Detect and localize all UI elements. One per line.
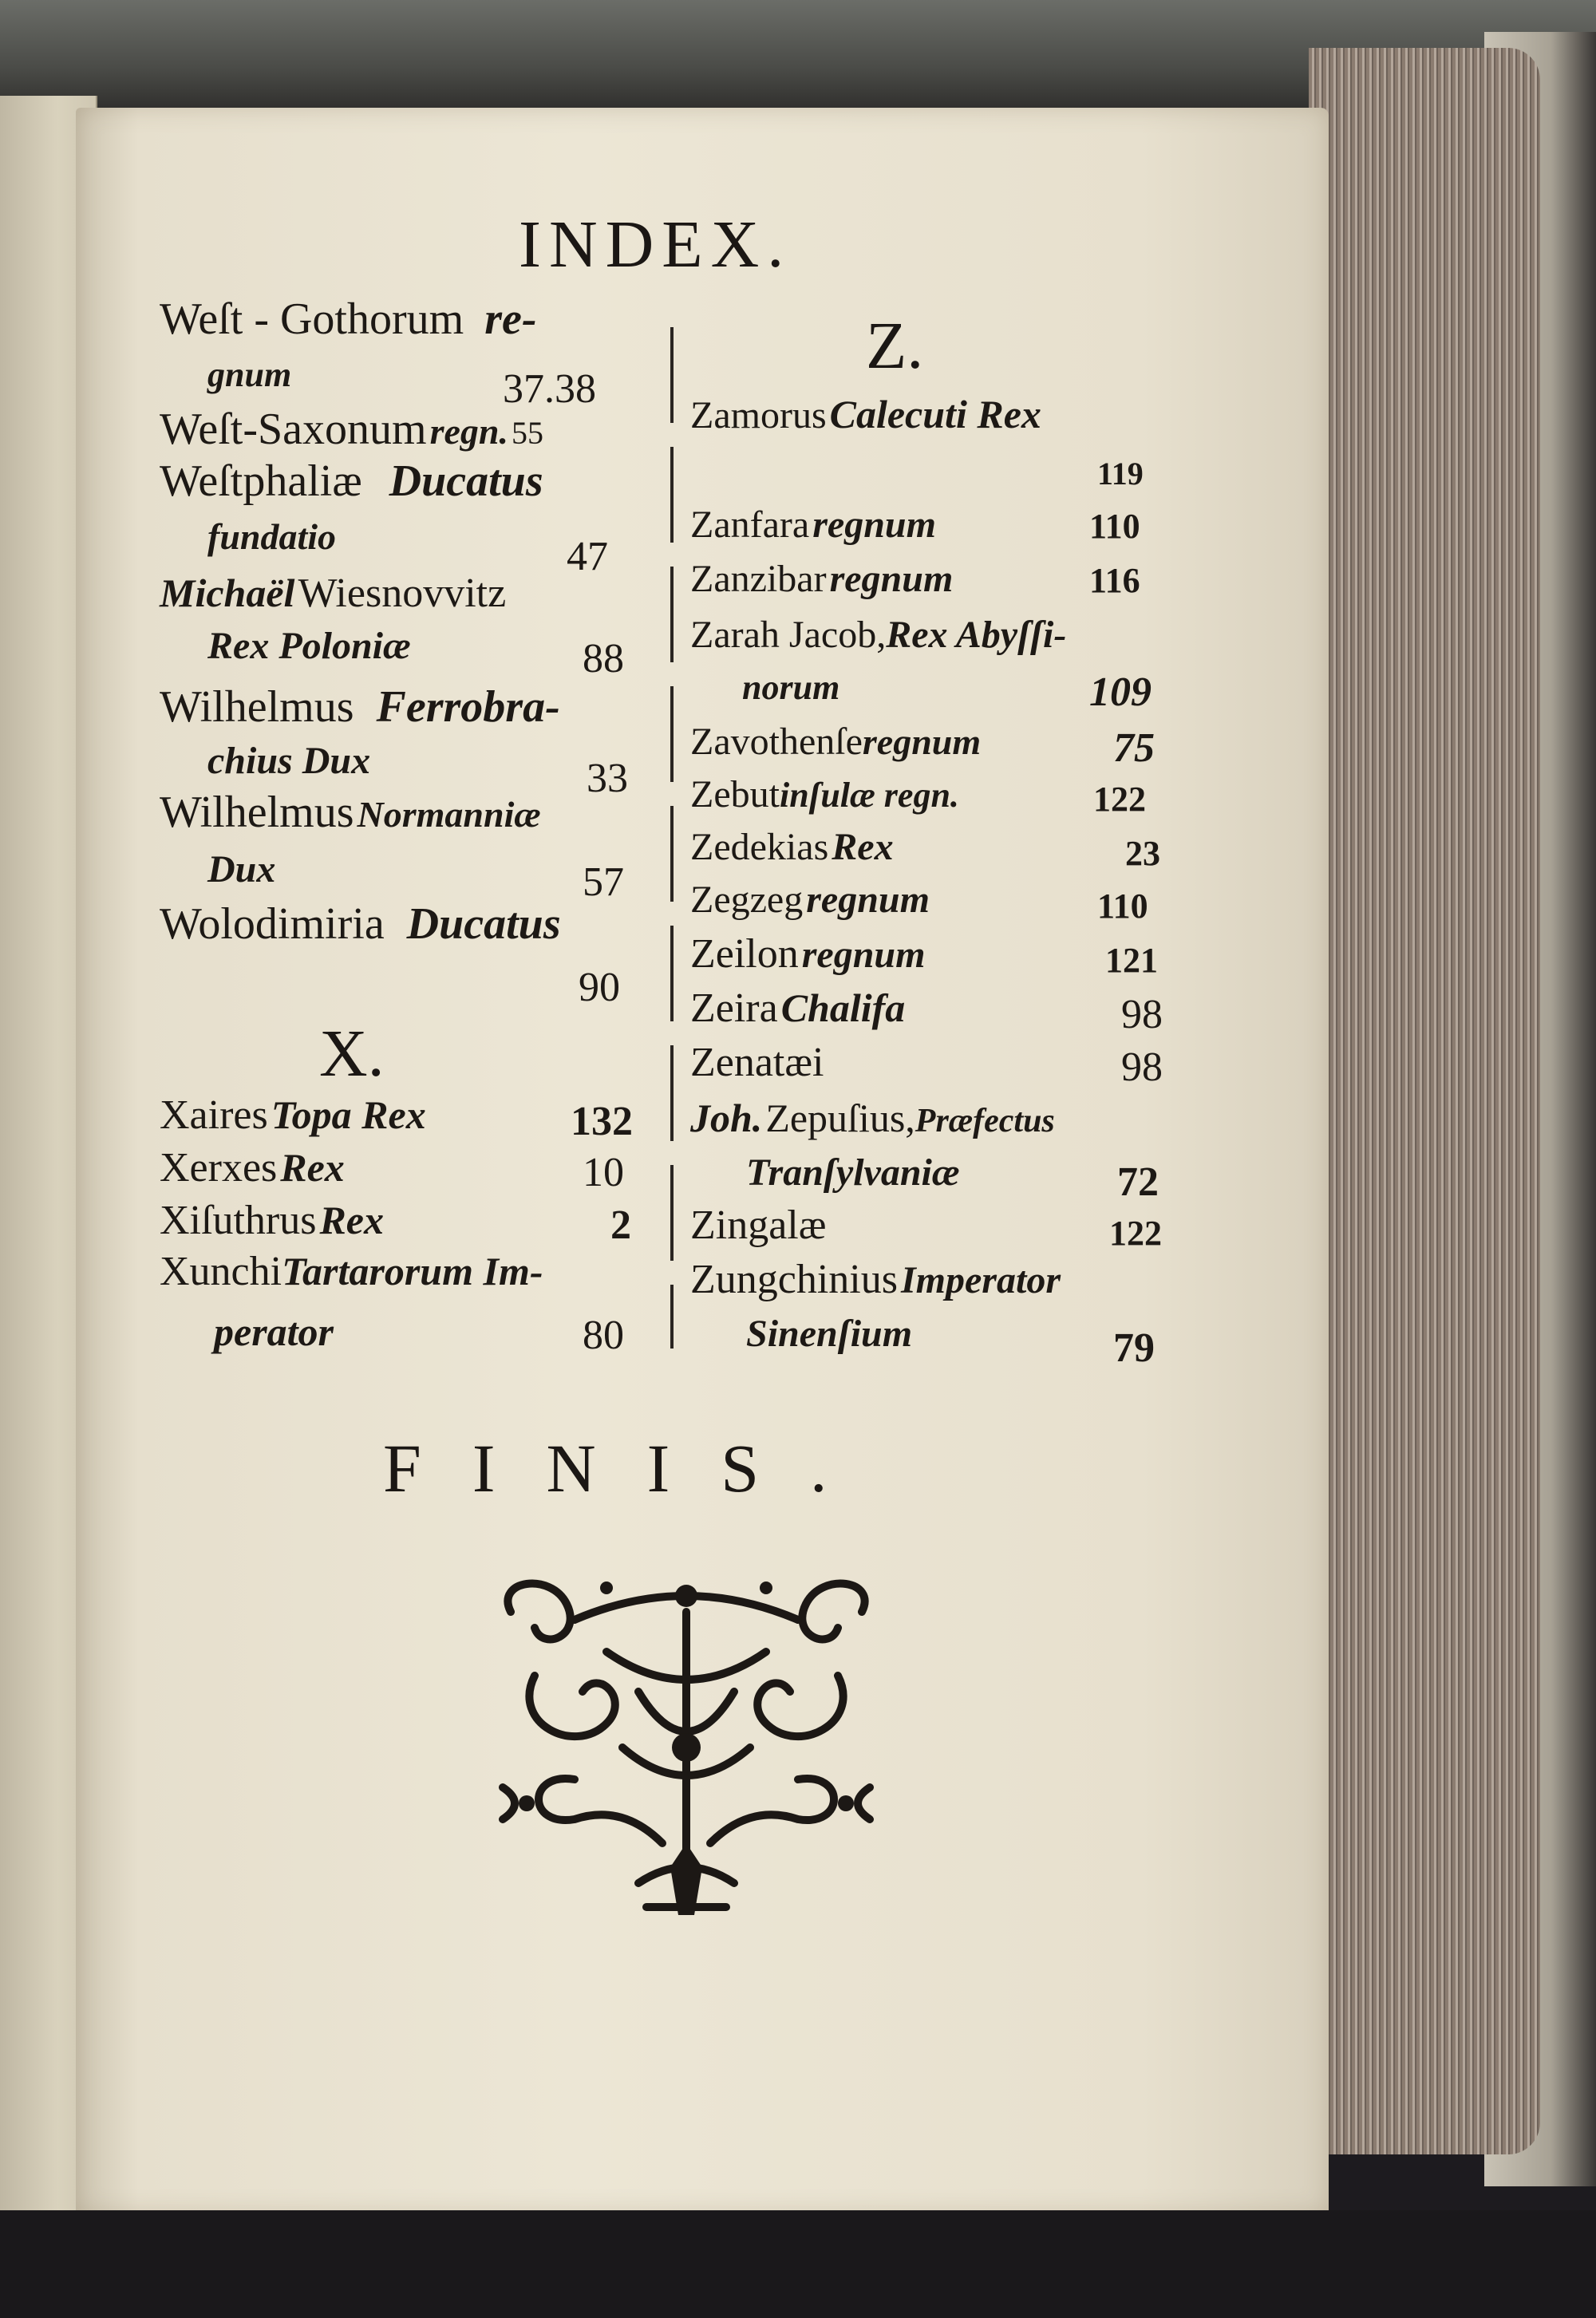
page-number: 98 — [1121, 992, 1163, 1037]
entry-continuation: Tranſylvaniæ — [746, 1151, 960, 1194]
entry-italic: regnum — [812, 503, 936, 546]
page-number: 47 — [567, 534, 608, 579]
entry-name: Zebut — [690, 773, 780, 815]
index-entry — [160, 1200, 384, 1242]
page-number: 110 — [1097, 887, 1148, 926]
entry-continuation: Sinenſium — [746, 1313, 913, 1355]
entry-italic: Ducatus — [389, 456, 543, 506]
index-entry — [160, 573, 506, 614]
entry-name: Wolodimiria — [160, 899, 385, 949]
page-number: 80 — [583, 1313, 624, 1358]
page-number: 98 — [1121, 1044, 1163, 1090]
entry-italic: regn. — [429, 411, 508, 452]
page-number: 57 — [583, 859, 624, 905]
entry-continuation: fundatio — [207, 516, 337, 557]
entry-italic: regnum — [806, 879, 930, 921]
page-edges — [1309, 48, 1540, 2154]
index-entry — [160, 294, 537, 344]
entry-name: Wiesnovvitz — [298, 571, 507, 616]
entry-italic: Imperator — [900, 1259, 1061, 1301]
page-number: 79 — [1113, 1325, 1155, 1371]
entry-italic: inſulæ regn. — [779, 776, 959, 815]
entry-continuation: norum — [742, 668, 840, 707]
entry-italic: Rex — [832, 826, 894, 868]
entry-italic: Chalifa — [780, 985, 906, 1030]
entry-italic: regnum — [829, 558, 954, 600]
index-entry — [160, 1092, 426, 1138]
page-number: 122 — [1109, 1214, 1162, 1253]
entry-italic: Rex Abyſſi- — [886, 614, 1067, 656]
index-entry — [690, 828, 894, 867]
column-divider — [670, 327, 674, 1349]
entry-name: Zedekias — [690, 826, 829, 868]
index-entry — [160, 682, 560, 732]
index-entry — [160, 790, 541, 835]
entry-name: Wilhelmus — [160, 788, 354, 837]
entry-italic: Præfectus — [915, 1103, 1055, 1139]
index-entry — [690, 985, 906, 1031]
entry-name: Zanfara — [690, 503, 810, 546]
index-entry — [160, 456, 543, 506]
page-number: 10 — [583, 1150, 624, 1195]
entry-name: Xunchi — [160, 1249, 282, 1294]
entry-continuation: gnum — [207, 355, 292, 394]
entry-italic: regnum — [801, 934, 926, 976]
entry-italic: re- — [484, 294, 537, 344]
entry-name: Zingalæ — [690, 1202, 827, 1248]
index-entry — [690, 616, 1066, 654]
page-number: 116 — [1089, 561, 1140, 600]
index-entry — [690, 1202, 827, 1248]
index-entry — [690, 1098, 1055, 1138]
index-entry — [690, 1259, 1061, 1301]
entry-continuation: perator — [214, 1309, 334, 1354]
index-entry — [690, 503, 936, 546]
index-entry — [690, 723, 981, 761]
entry-italic: Topa Rex — [271, 1092, 426, 1137]
entry-name: Zamorus — [690, 394, 827, 436]
index-entry — [690, 1042, 824, 1084]
index-entry — [690, 931, 926, 977]
page-number: 119 — [1097, 456, 1144, 492]
page-number: 122 — [1093, 780, 1146, 819]
entry-continuation: chius Dux — [207, 740, 371, 782]
entry-italic: Michaël — [160, 571, 295, 615]
page-number: 37.38 — [503, 366, 596, 412]
entry-italic: Rex — [280, 1145, 345, 1190]
entry-italic: regnum — [862, 721, 982, 762]
section-letter-z: Z. — [866, 309, 924, 383]
entry-name: Zeira — [690, 985, 778, 1031]
page-number: 55 — [511, 415, 543, 451]
entry-italic: Ducatus — [406, 899, 561, 949]
page-number: 110 — [1089, 507, 1140, 546]
entry-name: Xiſuthrus — [160, 1198, 317, 1243]
index-entry — [690, 394, 1041, 435]
bottom-shadow — [0, 2210, 1596, 2318]
page-number: 23 — [1125, 834, 1160, 873]
entry-italic: Normanniæ — [357, 794, 541, 835]
page-number: 72 — [1117, 1159, 1159, 1205]
entry-italic: Calecuti Rex — [829, 392, 1041, 436]
entry-name: Zepuſius, — [765, 1096, 915, 1140]
page-title: INDEX. — [519, 207, 792, 282]
entry-name: Weſt - Gothorum — [160, 294, 464, 344]
index-entry — [160, 1147, 345, 1189]
index-entry — [690, 881, 930, 919]
index-entry — [160, 1251, 543, 1293]
entry-italic: Rex — [319, 1198, 384, 1242]
index-entry — [160, 407, 543, 452]
entry-italic: Ferrobra- — [376, 682, 560, 732]
page-number: 121 — [1105, 941, 1158, 980]
entry-name: Xaires — [160, 1092, 268, 1138]
entry-name: Wilhelmus — [160, 682, 354, 732]
entry-name: Zegzeg — [690, 879, 804, 921]
section-letter-x: X. — [319, 1017, 385, 1091]
entry-name: Zavothenſe — [690, 721, 863, 763]
finis-text: FINIS. — [383, 1430, 879, 1507]
entry-name: Zarah Jacob, — [690, 614, 887, 656]
page-number: 88 — [583, 636, 624, 681]
entry-continuation: Rex Poloniæ — [207, 625, 411, 667]
index-entry — [690, 560, 953, 598]
printers-ornament — [479, 1564, 894, 1939]
entry-name: Weſt-Saxonum — [160, 405, 427, 454]
entry-italic: Tartarorum Im- — [282, 1249, 543, 1293]
index-entry — [690, 773, 959, 815]
page-number: 90 — [579, 965, 620, 1010]
page-number: 109 — [1089, 669, 1152, 715]
entry-name: Xerxes — [160, 1145, 278, 1191]
page-number: 2 — [610, 1202, 631, 1248]
entry-name: Zeilon — [690, 931, 799, 977]
page-number: 75 — [1113, 725, 1155, 771]
entry-name: Zungchinius — [690, 1257, 898, 1302]
page-number: 132 — [571, 1099, 633, 1144]
index-entry — [160, 899, 561, 949]
entry-continuation: Dux — [207, 848, 276, 890]
page-number: 33 — [587, 756, 628, 801]
entry-italic: Joh. — [690, 1096, 763, 1140]
entry-name: Zanzibar — [690, 558, 827, 600]
entry-name: Weſtphaliæ — [160, 456, 362, 506]
entry-name: Zenatæi — [690, 1040, 824, 1085]
